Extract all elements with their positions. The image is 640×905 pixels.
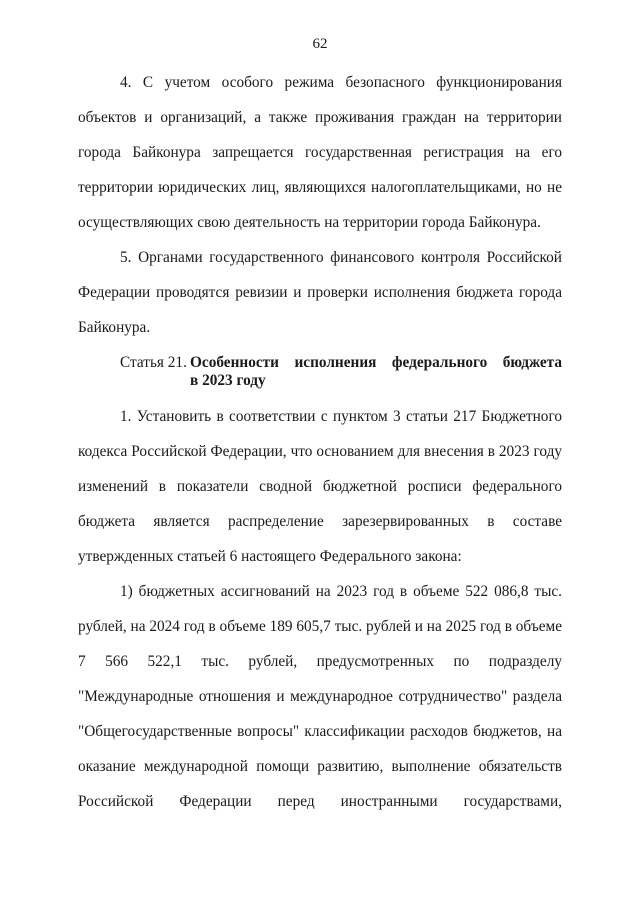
subparagraph-1-line: оказание международной помощи развитию, выполнение обязательств xyxy=(78,758,562,775)
paragraph-4-line: объектов и организаций, а также проживания граждан на территории xyxy=(78,109,562,126)
paragraph-1-line: 1. Установить в соответствии с пунктом 3 статьи 217 Бюджетного xyxy=(120,408,562,425)
paragraph-4-line: территории юридических лиц, являющихся налогоплательщиками, но не xyxy=(78,179,562,196)
paragraph-1-line: изменений в показатели сводной бюджетной росписи федерального xyxy=(78,478,562,495)
paragraph-1-line: утвержденных статьей 6 настоящего Федерального закона: xyxy=(78,548,462,565)
paragraph-5-line: Байконура. xyxy=(78,319,151,336)
article-title-continuation: в 2023 году xyxy=(190,372,266,389)
subparagraph-1-line: рублей, на 2024 год в объеме 189 605,7 тыс. рублей и на 2025 год в объеме xyxy=(78,618,562,635)
article-title: Особенности исполнения федерального бюджета xyxy=(190,354,562,371)
subparagraph-1-line: 7 566 522,1 тыс. рублей, предусмотренных по подразделу xyxy=(78,653,562,670)
paragraph-4-line: осуществляющих свою деятельность на территории города Байконура. xyxy=(78,214,541,231)
paragraph-4-line: города Байконура запрещается государственная регистрация на его xyxy=(78,144,562,161)
subparagraph-1-line: Российской Федерации перед иностранными государствами, xyxy=(78,793,562,810)
subparagraph-1-line: 1) бюджетных ассигнований на 2023 год в объеме 522 086,8 тыс. xyxy=(120,583,562,600)
paragraph-1-line: кодекса Российской Федерации, что основанием для внесения в 2023 году xyxy=(78,443,562,460)
paragraph-1-line: бюджета является распределение зарезервированных в составе xyxy=(78,513,562,530)
subparagraph-1-line: "Международные отношения и международное сотрудничество" раздела xyxy=(78,688,562,705)
article-label: Статья 21. xyxy=(120,354,187,371)
paragraph-5-line: Федерации проводятся ревизии и проверки исполнения бюджета города xyxy=(78,284,562,301)
paragraph-5-line: 5. Органами государственного финансового контроля Российской xyxy=(120,249,562,266)
subparagraph-1-line: "Общегосударственные вопросы" классификации расходов бюджетов, на xyxy=(78,723,562,740)
paragraph-4-line: 4. С учетом особого режима безопасного функционирования xyxy=(120,74,562,91)
page-number: 62 xyxy=(312,36,328,52)
